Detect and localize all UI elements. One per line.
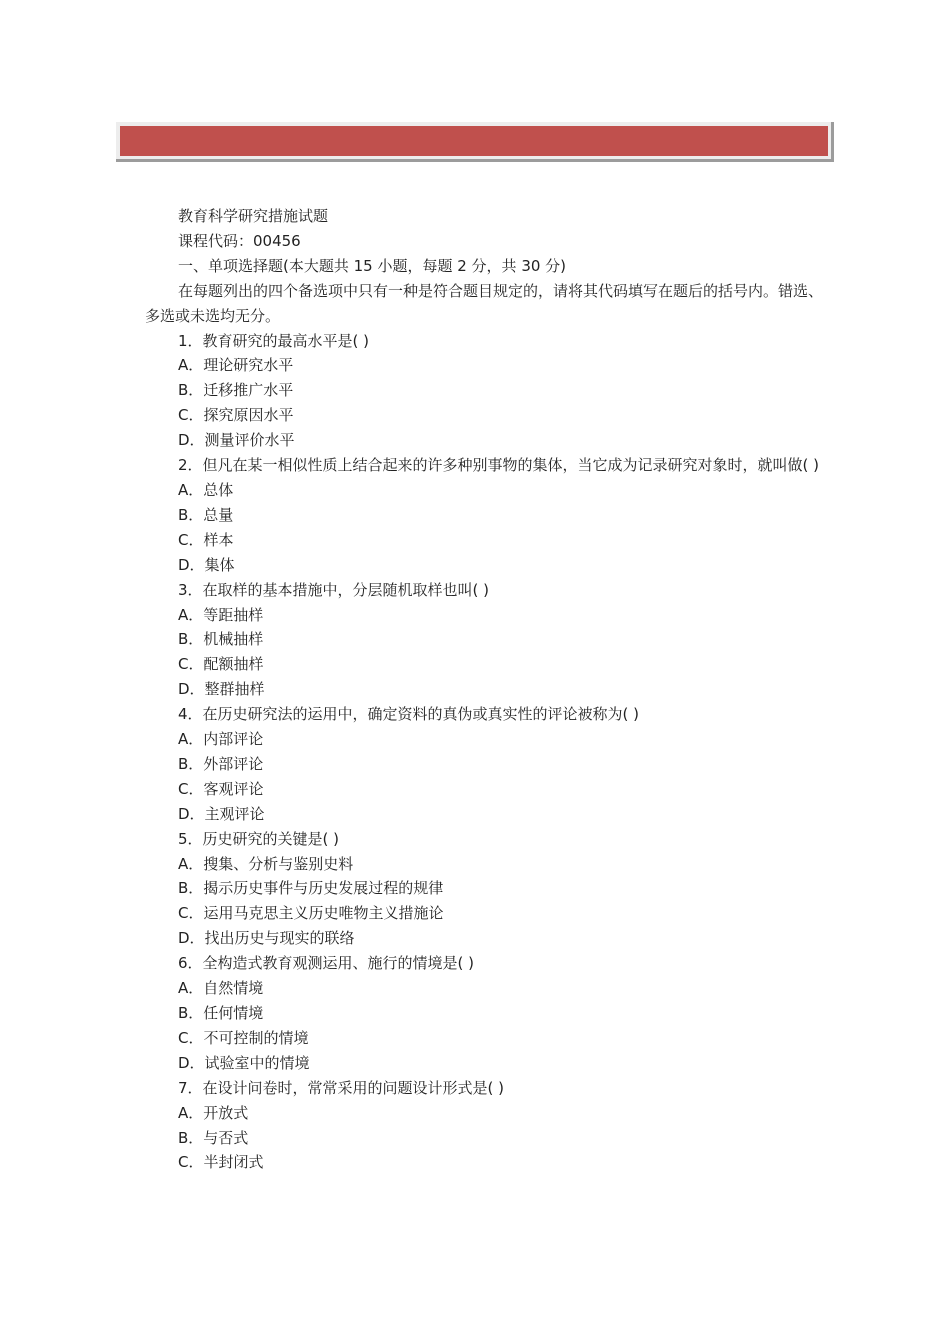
question-stem: 5．历史研究的关键是( ) (178, 829, 340, 848)
option: B．任何情境 (178, 1004, 264, 1022)
question-stem: 6．全构造式教育观测运用、施行的情境是( ) (178, 954, 475, 973)
option: A．搜集、分析与鉴别史料 (178, 854, 354, 873)
option: A．理论研究水平 (178, 356, 294, 375)
option: B．机械抽样 (178, 630, 264, 649)
question-stem: 1．教育研究的最高水平是( ) (178, 331, 370, 350)
instructions: 在每题列出的四个备选项中只有一种是符合题目规定的，请将其代码填写在题后的括号内。错选、多选或未选均无分。 (145, 281, 824, 325)
option: D．测量评价水平 (178, 431, 295, 450)
option: D．集体 (178, 555, 235, 574)
option: C．不可控制的情境 (178, 1028, 309, 1047)
document-title: 教育科学研究措施试题 (178, 207, 329, 225)
option: C．探究原因水平 (178, 406, 294, 425)
question-stem: 2．但凡在某一相似性质上结合起来的许多种别事物的集体，当它成为记录研究对象时，就叫做( ) (178, 456, 820, 475)
option: B．迁移推广水平 (178, 381, 294, 400)
option: C．运用马克思主义历史唯物主义措施论 (178, 904, 444, 923)
document-body (145, 204, 825, 1175)
option: B．揭示历史事件与历史发展过程的规律 (178, 879, 444, 898)
option: C．配额抽样 (178, 655, 264, 674)
option: A．等距抽样 (178, 605, 264, 624)
option: D．整群抽样 (178, 680, 265, 699)
option: A．内部评论 (178, 730, 264, 749)
option: C．客观评论 (178, 779, 264, 798)
option: A．开放式 (178, 1103, 249, 1122)
question-stem: 4．在历史研究法的运用中，确定资料的真伪或真实性的评论被称为( ) (178, 705, 640, 724)
option: C．半封闭式 (178, 1153, 264, 1172)
question-stem: 3．在取样的基本措施中，分层随机取样也叫( ) (178, 580, 490, 599)
option: D．试验室中的情境 (178, 1053, 310, 1072)
option: B．与否式 (178, 1128, 249, 1147)
option: D．主观评论 (178, 804, 265, 823)
header-banner (116, 122, 834, 162)
section-heading: 一、单项选择题(本大题共 15 小题，每题 2 分，共 30 分) (178, 256, 567, 275)
question-stem: 7．在设计问卷时，常常采用的问题设计形式是( ) (178, 1078, 505, 1097)
option: A．总体 (178, 480, 234, 499)
option: B．外部评论 (178, 754, 264, 773)
option: A．自然情境 (178, 979, 264, 998)
option: B．总量 (178, 505, 234, 524)
header-banner-fill (120, 126, 828, 156)
option: C．样本 (178, 530, 234, 549)
option: D．找出历史与现实的联络 (178, 929, 355, 948)
course-code: 课程代码：00456 (178, 231, 301, 250)
